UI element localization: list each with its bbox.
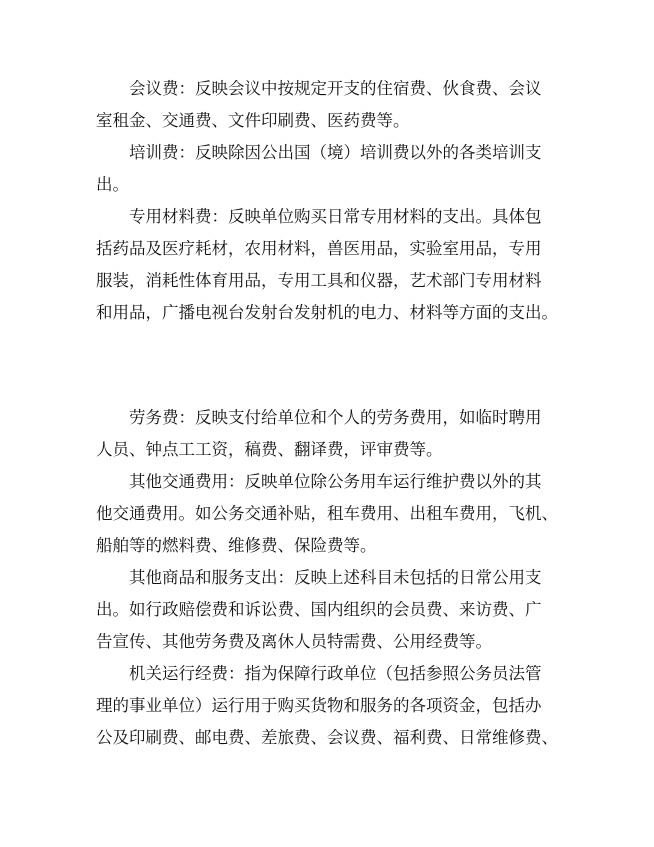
- text-line: 室租金、交通费、文件印刷费、医药费等。: [96, 111, 410, 130]
- paragraph-labor-fee: [96, 402, 566, 466]
- text-line: 理的事业单位）运行用于购买货物和服务的各项资金，包括办: [96, 696, 542, 715]
- text-line: 出。: [96, 175, 129, 194]
- text-line: 其他交通费用：反映单位除公务用车运行维护费以外的其: [129, 472, 542, 491]
- text-line: 船舶等的燃料费、维修费、保险费等。: [96, 536, 377, 555]
- text-line: 出。如行政赔偿费和诉讼费、国内组织的会员费、来访费、广: [96, 600, 542, 619]
- paragraph-other-transport-fee: [96, 466, 566, 562]
- text-line: 公及印刷费、邮电费、差旅费、会议费、福利费、日常维修费、: [96, 728, 558, 747]
- text-line: 劳务费：反映支付给单位和个人的劳务费用，如临时聘用: [129, 408, 542, 427]
- text-line: 人员、钟点工工资，稿费、翻译费，评审费等。: [96, 440, 443, 459]
- text-line: 专用材料费：反映单位购买日常专用材料的支出。具体包: [129, 207, 542, 226]
- text-line: 他交通费用。如公务交通补贴，租车费用、出租车费用，飞机、: [96, 504, 558, 523]
- text-line: 服装，消耗性体育用品，专用工具和仪器，艺术部门专用材料: [96, 271, 542, 290]
- paragraph-special-materials-fee: [96, 201, 566, 329]
- text-line: 告宣传、其他劳务费及离休人员特需费、公用经费等。: [96, 632, 492, 651]
- text-section-2: [96, 402, 566, 754]
- text-line: 括药品及医疗耗材，农用材料，兽医用品，实验室用品，专用: [96, 239, 542, 258]
- text-line: 机关运行经费：指为保障行政单位（包括参照公务员法管: [129, 664, 542, 683]
- paragraph-training-fee: [96, 137, 566, 201]
- text-line: 其他商品和服务支出：反映上述科目未包括的日常公用支: [129, 568, 542, 587]
- paragraph-agency-operating-expenses: [96, 658, 566, 754]
- text-line: 和用品，广播电视台发射台发射机的电力、材料等方面的支出。: [96, 303, 558, 322]
- text-line: 会议费：反映会议中按规定开支的住宿费、伙食费、会议: [129, 79, 542, 98]
- text-line: 培训费：反映除因公出国（境）培训费以外的各类培训支: [129, 143, 542, 162]
- paragraph-other-goods-services: [96, 562, 566, 658]
- text-section-1: [96, 73, 566, 329]
- paragraph-meeting-fee: [96, 73, 566, 137]
